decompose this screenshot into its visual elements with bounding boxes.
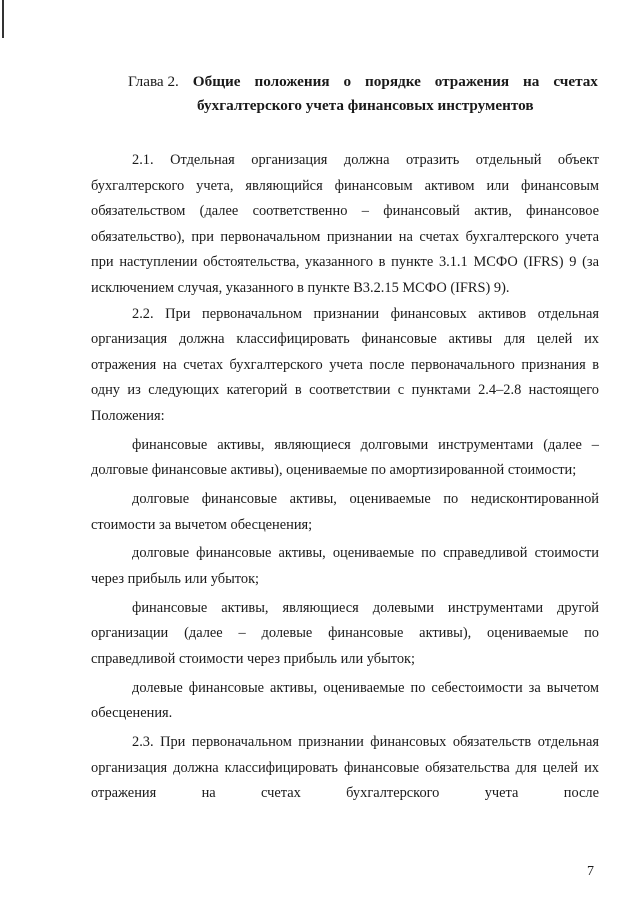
chapter-title-word: порядке bbox=[365, 73, 421, 90]
category-item: долговые финансовые активы, оцениваемые по недисконтированной стоимости за вычетом обесценения; bbox=[91, 491, 599, 533]
chapter-label: Глава 2. bbox=[128, 73, 179, 90]
chapter-title-word: положения bbox=[254, 73, 330, 90]
page-number: 7 bbox=[587, 864, 594, 879]
category-item: финансовые активы, являющиеся долевыми инструментами другой организации (далее – долевые финансовые активы), оцениваемые по справедливой стоимости через прибыль или убыток; bbox=[91, 599, 599, 668]
chapter-title-word: Общие bbox=[192, 73, 241, 90]
chapter-title-word: на bbox=[523, 73, 540, 90]
document-body bbox=[91, 148, 599, 807]
paragraph-2-3: 2.3. При первоначальном признании финансовых обязательств отдельная организация должна классифицировать финансовые обязательства для целей их отражения на счетах бухгалтерского учета после bbox=[91, 734, 599, 802]
chapter-heading-line1 bbox=[128, 70, 598, 94]
chapter-heading-line2: бухгалтерского учета финансовых инструментов bbox=[197, 97, 534, 114]
chapter-title-word: о bbox=[343, 73, 352, 90]
category-item: долевые финансовые активы, оцениваемые по себестоимости за вычетом обесценения. bbox=[91, 679, 599, 722]
chapter-heading bbox=[128, 70, 598, 118]
chapter-title-word: отражения bbox=[434, 73, 510, 90]
paragraph-2-2: 2.2. При первоначальном признании финансовых активов отдельная организация должна классифицировать финансовые активы для целей их отражения на счетах бухгалтерского учета после первоначального признания в одну из следующих категорий в соответствии с пунктами 2.4–2.8 настоящего Положения: bbox=[91, 305, 599, 424]
chapter-title-word: счетах bbox=[553, 73, 598, 90]
category-item: долговые финансовые активы, оцениваемые по справедливой стоимости через прибыль или убыток; bbox=[91, 545, 599, 588]
paragraph-2-1: 2.1. Отдельная организация должна отразить отдельный объект бухгалтерского учета, являющийся финансовым активом или финансовым обязательством (далее соответственно – финансовый актив, финансовое обязательство), при первоначальном признании на счетах бухгалтерского учета при наступлении обстоятельства, указанного в пункте 3.1.1 МСФО (IFRS) 9 (за исключением случая, указанного в пункте B3.2.15 МСФО (IFRS) 9). bbox=[91, 152, 599, 296]
scan-edge-line bbox=[2, 0, 4, 38]
category-item: финансовые активы, являющиеся долговыми инструментами (далее – долговые финансовые активы), оцениваемые по амортизированной стоимости; bbox=[91, 436, 599, 479]
